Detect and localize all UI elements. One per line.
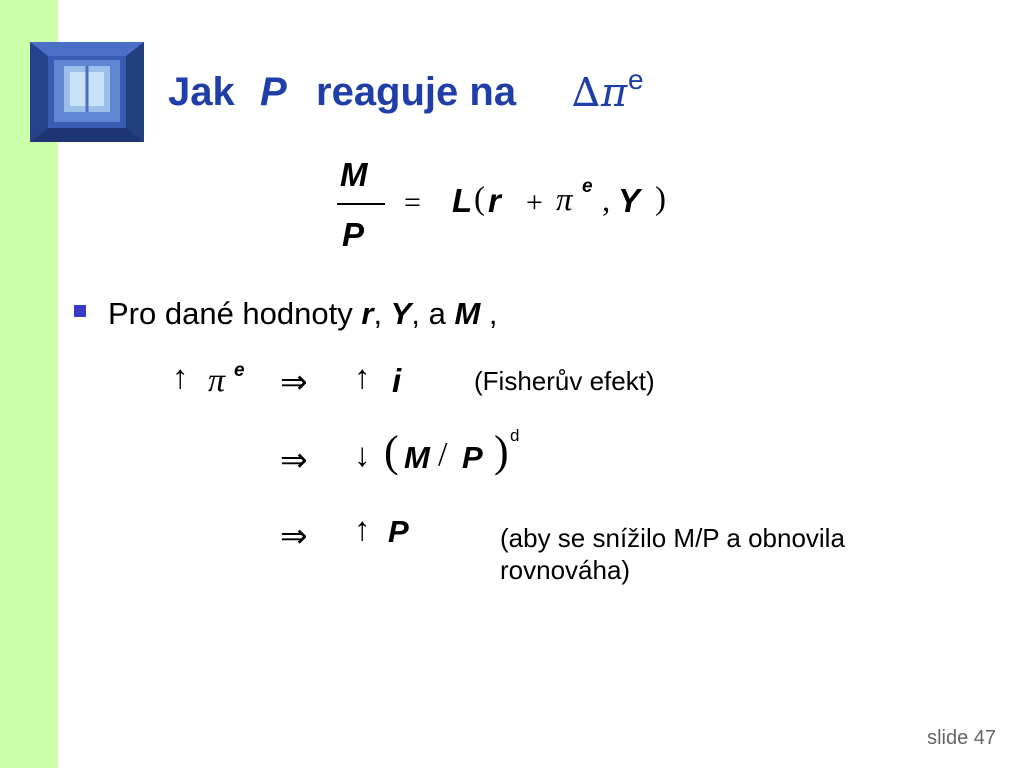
up-arrow-icon: ↑: [354, 512, 371, 548]
step-1-pi: π: [208, 362, 226, 399]
equation-pi: π: [556, 182, 573, 218]
step-2-superscript-d: d: [510, 426, 520, 445]
step-1-var-i: i: [392, 362, 402, 399]
down-arrow-icon: ↓: [354, 438, 371, 474]
title-variable-p: P: [260, 70, 287, 114]
fisher-effect-note: (Fisherův efekt): [474, 366, 655, 396]
equation-pi-superscript: e: [582, 176, 593, 197]
title-delta: ∆: [572, 70, 600, 116]
bullet-prefix: Pro dané hodnoty: [108, 296, 362, 331]
bullet-sep-1: ,: [373, 296, 391, 331]
equation-numerator: M: [340, 156, 368, 193]
bullet-var-r: r: [361, 296, 374, 331]
window-logo-icon: [30, 42, 144, 142]
equation-equals: =: [404, 186, 421, 219]
up-arrow-icon: ↑: [354, 360, 371, 396]
equation-r: r: [488, 182, 501, 219]
title-pi: π: [601, 70, 628, 116]
equation-close-paren: ): [655, 181, 666, 217]
implies-arrow-icon: ⇒: [280, 519, 308, 555]
step-2-var-m: M: [404, 440, 430, 475]
bullet-sep-2: , a: [411, 296, 455, 331]
title-word-reaguje-na: reaguje na: [316, 70, 517, 114]
equation-comma: ,: [602, 183, 611, 219]
step-2-close-paren: ): [494, 427, 509, 476]
step-2-slash: /: [438, 436, 448, 473]
fraction-bar: [337, 203, 385, 205]
equation-plus: +: [526, 186, 543, 219]
equation-open-paren: (: [474, 181, 485, 217]
step-2-var-p: P: [462, 440, 483, 475]
step-2-open-paren: (: [384, 427, 399, 476]
slide-number: slide 47: [927, 727, 996, 749]
bullet-var-y: Y: [390, 296, 412, 331]
equilibrium-note: (aby se snížilo M/P a obnovila rovnováha): [500, 523, 845, 585]
equation-denominator: P: [342, 216, 365, 253]
step-1-pi-superscript: e: [234, 360, 245, 381]
up-arrow-icon: ↑: [172, 360, 189, 396]
bullet-suffix: ,: [480, 296, 498, 331]
equation-y: Y: [618, 182, 641, 219]
title-superscript-e: e: [628, 64, 644, 95]
implies-arrow-icon: ⇒: [280, 365, 308, 401]
bullet-text: [108, 296, 498, 332]
implies-arrow-icon: ⇒: [280, 443, 308, 479]
title-word-jak: Jak: [168, 70, 235, 114]
step-3-var-p: P: [388, 514, 409, 549]
equation-function-l: L: [452, 182, 473, 219]
bullet-var-m: M: [454, 296, 481, 331]
bullet-marker: [74, 305, 86, 317]
